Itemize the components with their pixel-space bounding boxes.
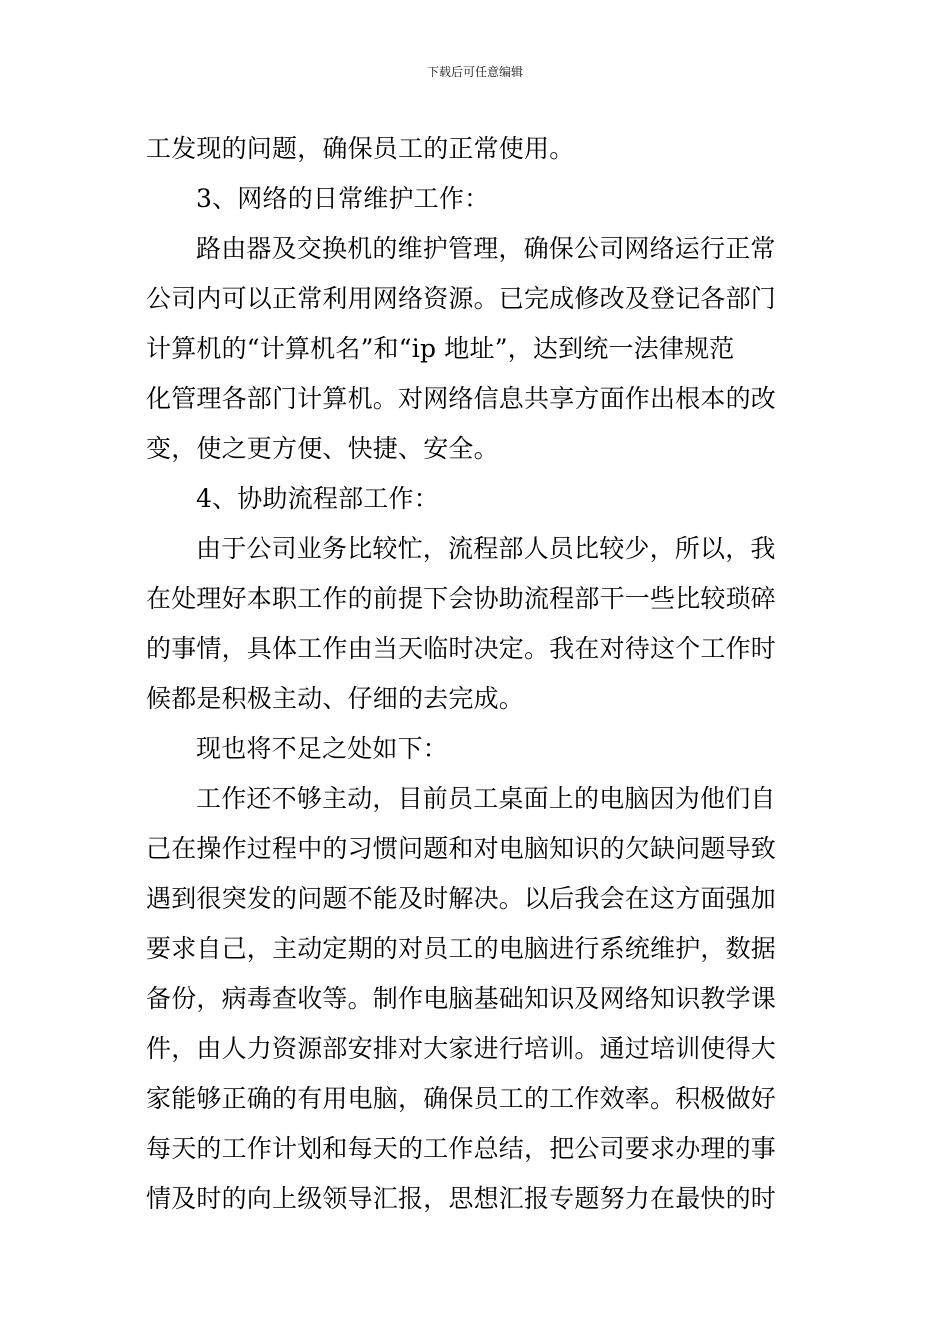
text-line: 候都是积极主动、仔细的去完成。 [146,684,525,713]
text-line: 每天的工作计划和每天的工作总结，把公司要求办理的事 [146,1134,777,1163]
text-line: 备份，病毒查收等。制作电脑基础知识及网络知识教学课 [146,984,777,1013]
text-line: 3、网络的日常维护工作： [196,184,490,213]
text-line: 路由器及交换机的维护管理，确保公司网络运行正常 [196,234,776,263]
text-line: 由于公司业务比较忙，流程部人员比较少，所以，我 [196,534,776,563]
text-line: 在处理好本职工作的前提下会协助流程部干一些比较琐碎 [146,584,777,613]
text-line: 要求自己，主动定期的对员工的电脑进行系统维护，数据 [146,934,777,963]
text-line: 公司内可以正常利用网络资源。已完成修改及登记各部门 [146,284,777,313]
text-line: 现也将不足之处如下： [196,734,449,763]
text-line: 己在操作过程中的习惯问题和对电脑知识的欠缺问题导致 [146,834,777,863]
text-line: 化管理各部门计算机。对网络信息共享方面作出根本的改 [146,384,777,413]
document-body [146,124,806,1224]
text-line: 变，使之更方便、快捷、安全。 [146,434,499,463]
text-line: 的事情，具体工作由当天临时决定。我在对待这个工作时 [146,634,777,663]
text-line: 工作还不够主动，目前员工桌面上的电脑因为他们自 [196,784,776,813]
text-line: 计算机的“计算机名”和“ip 地址”，达到统一法律规范 [146,334,735,363]
text-line: 家能够正确的有用电脑，确保员工的工作效率。积极做好 [146,1084,777,1113]
page-header: 下载后可任意编辑 [426,65,523,79]
text-line: 工发现的问题，确保员工的正常使用。 [146,134,575,163]
text-line: 4、协助流程部工作： [196,484,439,513]
text-line: 情及时的向上级领导汇报，思想汇报专题努力在最快的时 [146,1184,777,1213]
text-line: 遇到很突发的问题不能及时解决。以后我会在这方面强加 [146,884,777,913]
text-line: 件，由人力资源部安排对大家进行培训。通过培训使得大 [146,1034,777,1063]
